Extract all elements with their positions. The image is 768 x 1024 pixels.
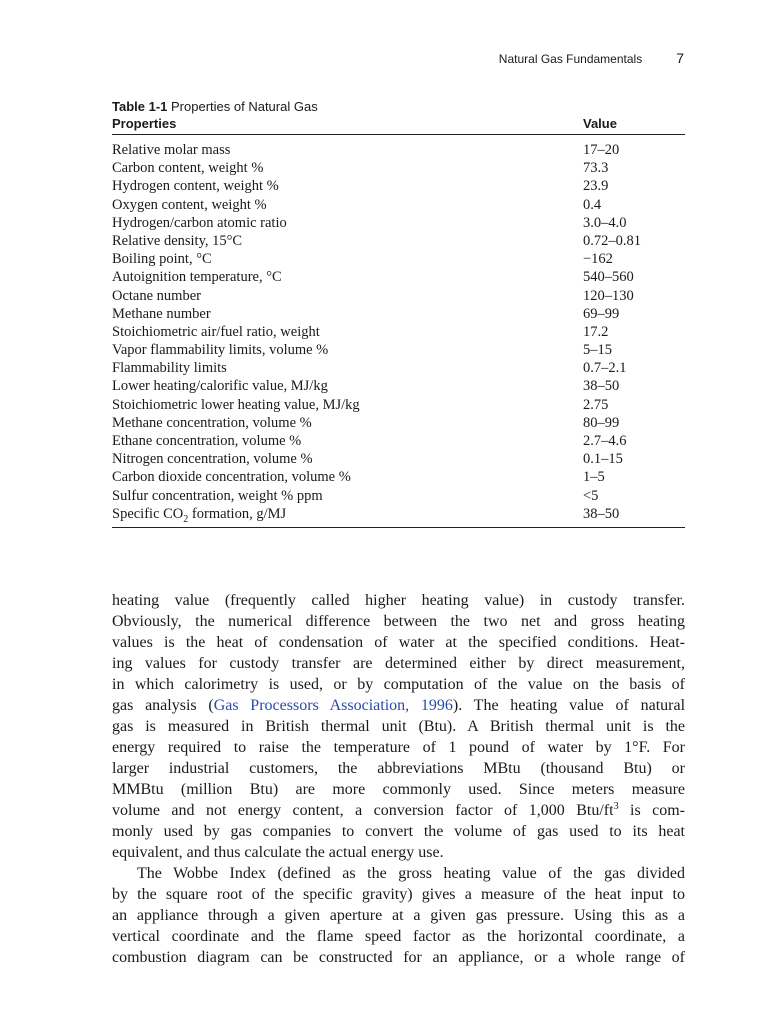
- value-cell: 17–20: [583, 142, 620, 158]
- text-line: [112, 800, 685, 821]
- value-cell: 38–50: [583, 378, 620, 395]
- value-cell: 69–99: [583, 305, 620, 322]
- subscript: 2: [183, 513, 189, 525]
- property-cell: Methane number: [112, 305, 211, 322]
- property-cell: [112, 505, 583, 523]
- value-cell: 23.9: [583, 178, 609, 195]
- text-line: [112, 695, 685, 716]
- table-body: [112, 135, 685, 528]
- reference-link[interactable]: Gas Processors Association, 1996: [213, 697, 453, 714]
- table-row: [112, 177, 685, 195]
- column-header-value: Value: [583, 116, 617, 131]
- table-row: [112, 232, 685, 250]
- table-header-row: [112, 115, 685, 135]
- text-segment: is com-: [618, 802, 685, 819]
- value-cell: 38–50: [583, 505, 620, 522]
- running-header: [499, 50, 684, 66]
- property-cell: Carbon content, weight %: [112, 160, 264, 177]
- value-cell: 0.4: [583, 196, 602, 213]
- property-cell: Flammability limits: [112, 360, 227, 377]
- value-cell: 2.7–4.6: [583, 433, 627, 449]
- text-line: energy required to raise the temperature of 1 pound of water by 1°F. For: [112, 739, 685, 756]
- value-cell: 73.3: [583, 160, 609, 177]
- property-cell: Sulfur concentration, weight % ppm: [112, 487, 323, 504]
- property-cell: Ethane concentration, volume %: [112, 433, 302, 449]
- property-cell: Stoichiometric lower heating value, MJ/kg: [112, 396, 360, 413]
- superscript: 3: [613, 801, 619, 812]
- property-cell: Nitrogen concentration, volume %: [112, 451, 313, 468]
- value-cell: 17.2: [583, 323, 609, 340]
- table-row: [112, 141, 685, 159]
- text-segment: volume and not energy content, a conversion factor of 1,000 Btu/ft: [112, 802, 614, 819]
- property-cell: Stoichiometric air/fuel ratio, weight: [112, 323, 320, 340]
- value-cell: −162: [583, 251, 613, 268]
- table-row: [112, 214, 685, 232]
- value-cell: 3.0–4.0: [583, 214, 627, 231]
- text-segment: gas analysis (: [112, 697, 214, 714]
- text-line: ing values for custody transfer are determined either by direct measurement,: [112, 655, 685, 672]
- table-row: [112, 487, 685, 505]
- table-row: [112, 323, 685, 341]
- property-cell: Relative molar mass: [112, 142, 231, 158]
- table-row: [112, 341, 685, 359]
- text-segment: ). The heating value of natural: [452, 697, 686, 714]
- table-row: [112, 396, 685, 414]
- table-caption: [112, 98, 685, 115]
- text-line: combustion diagram can be constructed for an appliance, or a whole range of: [112, 949, 685, 966]
- table-row: [112, 432, 685, 450]
- property-cell: Octane number: [112, 287, 201, 304]
- text-line: MMBtu (million Btu) are more commonly used. Since meters measure: [112, 781, 685, 798]
- value-cell: 540–560: [583, 269, 634, 286]
- table-row: [112, 287, 685, 305]
- table-row: [112, 468, 685, 486]
- value-cell: 1–5: [583, 469, 605, 486]
- table-row: [112, 377, 685, 395]
- table-caption-text: Properties of Natural Gas: [171, 99, 318, 114]
- value-cell: 2.75: [583, 396, 609, 413]
- property-cell: Methane concentration, volume %: [112, 414, 312, 431]
- column-header-properties: Properties: [112, 116, 177, 131]
- value-cell: 0.1–15: [583, 451, 623, 468]
- page-number: 7: [676, 50, 684, 66]
- property-cell: Relative density, 15°C: [112, 232, 243, 249]
- table-row: [112, 359, 685, 377]
- table-row: [112, 450, 685, 468]
- table-row: [112, 250, 685, 268]
- property-cell: Carbon dioxide concentration, volume %: [112, 469, 351, 486]
- value-cell: 0.72–0.81: [583, 232, 641, 249]
- body-text: [112, 590, 685, 968]
- property-cell: Lower heating/calorific value, MJ/kg: [112, 378, 328, 395]
- table-caption-label: Table 1-1: [112, 99, 168, 114]
- property-cell: Hydrogen/carbon atomic ratio: [112, 214, 287, 231]
- table-row: [112, 505, 685, 523]
- text-line: values is the heat of condensation of water at the specified conditions. Heat-: [112, 634, 685, 651]
- text-line: an appliance through a given aperture at a given gas pressure. Using this as a: [112, 907, 685, 924]
- running-title: Natural Gas Fundamentals: [498, 52, 643, 66]
- properties-table: [112, 98, 685, 528]
- table-row: [112, 159, 685, 177]
- value-cell: 5–15: [583, 342, 612, 359]
- property-cell: Oxygen content, weight %: [112, 196, 267, 213]
- value-cell: 0.7–2.1: [583, 360, 627, 377]
- value-cell: 80–99: [583, 414, 620, 431]
- text-line: larger industrial customers, the abbreviations MBtu (thousand Btu) or: [112, 760, 685, 777]
- property-cell: Vapor flammability limits, volume %: [112, 342, 329, 359]
- paragraph-2: [112, 863, 685, 968]
- text-line: in which calorimetry is used, or by computation of the value on the basis of: [112, 676, 685, 693]
- text-line: heating value (frequently called higher heating value) in custody transfer.: [112, 592, 685, 609]
- value-cell: <5: [583, 487, 599, 504]
- value-cell: 120–130: [583, 287, 634, 304]
- property-cell: Hydrogen content, weight %: [112, 178, 279, 195]
- text-line: equivalent, and thus calculate the actual energy use.: [112, 844, 444, 861]
- table-row: [112, 414, 685, 432]
- property-cell: Autoignition temperature, °C: [112, 269, 282, 286]
- text-line: vertical coordinate and the flame speed factor as the horizontal coordinate, a: [112, 928, 685, 945]
- table-row: [112, 196, 685, 214]
- paragraph-1: [112, 590, 685, 863]
- property-suffix: formation, g/MJ: [188, 505, 287, 522]
- text-line: The Wobbe Index (defined as the gross heating value of the gas divided: [137, 865, 685, 882]
- text-line: Obviously, the numerical difference between the two net and gross heating: [112, 613, 685, 630]
- text-line: by the square root of the specific gravity) gives a measure of the heat input to: [112, 886, 685, 903]
- table-row: [112, 305, 685, 323]
- text-line: monly used by gas companies to convert the volume of gas used to its heat: [112, 823, 685, 840]
- property-cell: Boiling point, °C: [112, 251, 212, 268]
- table-row: [112, 268, 685, 286]
- text-line: gas is measured in British thermal unit (Btu). A British thermal unit is the: [112, 718, 685, 735]
- property-prefix: Specific CO: [112, 505, 184, 522]
